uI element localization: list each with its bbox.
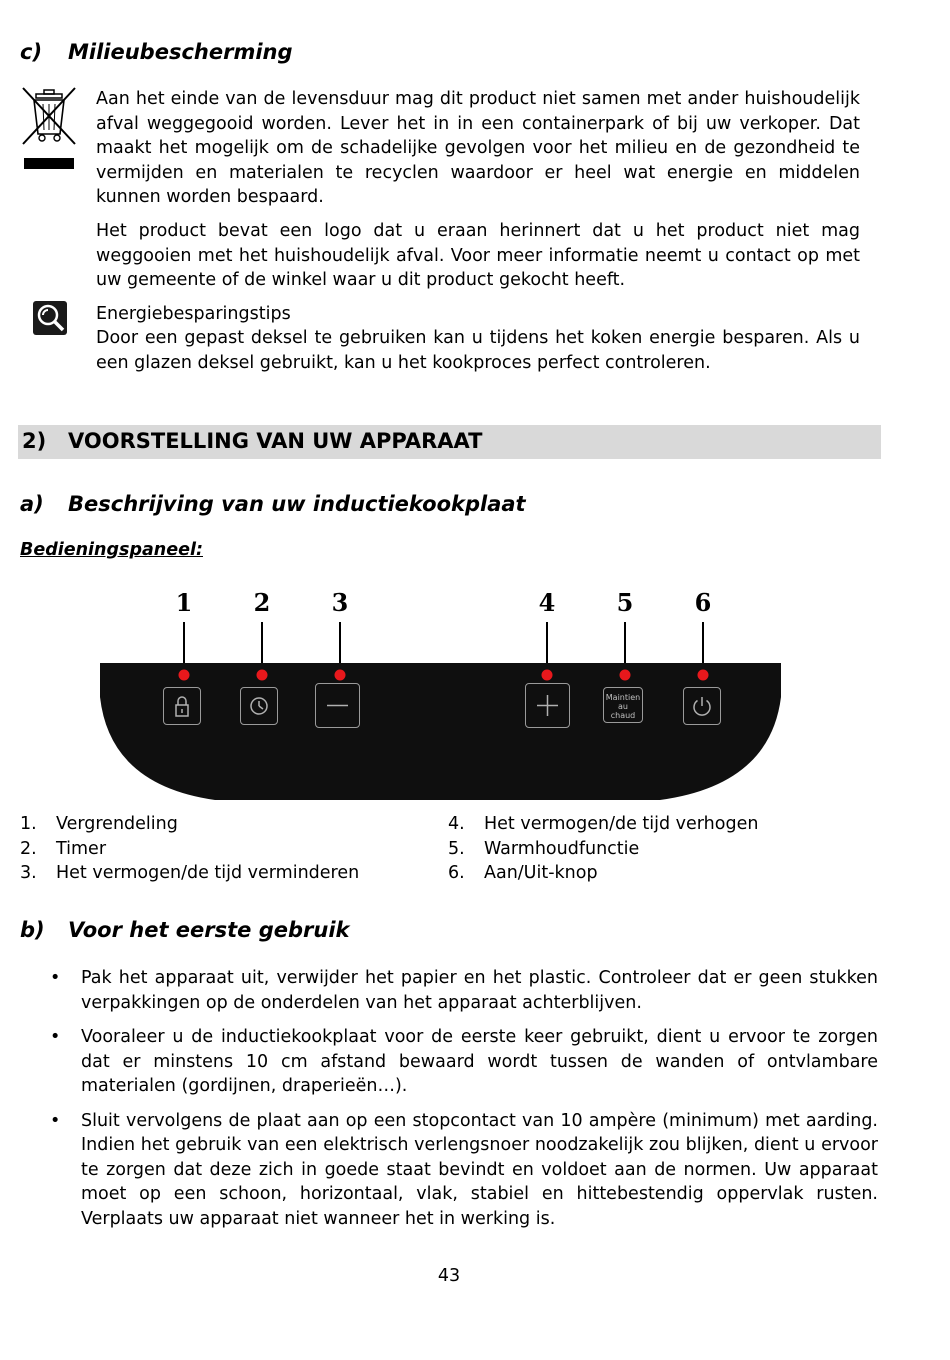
- indicator-dot-3: [335, 670, 346, 681]
- legend-item: [20, 861, 440, 886]
- magnifier-tip-icon: [32, 300, 68, 336]
- callout-number-3: 3: [331, 588, 349, 617]
- recycling-paragraph: Aan het einde van de levensduur mag dit product niet samen met ander huishoudelijk afval weggegooid worden. Lever het in in een containerpark of bij uw verkoper. Dat maakt het mogelijk om de schadelijke gevolgen voor het milieu en de gezondheid te vermijden en materialen te recyclen waardoor er heel wat energie en middelen kunnen worden bespaard.: [96, 89, 860, 207]
- legend-text: Het vermogen/de tijd verhogen: [484, 814, 759, 834]
- callout-number-5: 5: [616, 588, 634, 617]
- callout-number-6: 6: [694, 588, 712, 617]
- legend-number: 4.: [448, 814, 465, 834]
- bullet-icon: •: [50, 1110, 61, 1131]
- legend-text: Timer: [56, 838, 107, 859]
- list-item: [18, 1109, 878, 1232]
- legend-number: 5.: [448, 838, 465, 859]
- callout-number-2: 2: [253, 588, 271, 617]
- bullet-icon: •: [50, 968, 61, 988]
- section-b-title: Voor het eerste gebruik: [68, 918, 350, 942]
- legend-number: 6.: [448, 863, 465, 883]
- legend-number: 1.: [20, 814, 37, 834]
- legend-number: 3.: [20, 863, 37, 883]
- legend-number: 2.: [20, 838, 37, 859]
- legend-right: [448, 812, 888, 886]
- list-item: [18, 966, 878, 1015]
- cooktop-panel-shape: [0, 585, 950, 810]
- indicator-dot-4: [542, 670, 553, 681]
- decrease-button[interactable]: [315, 683, 360, 728]
- section-c-heading: [20, 40, 293, 64]
- legend-text: Aan/Uit-knop: [484, 863, 598, 883]
- indicator-dot-1: [179, 670, 190, 681]
- section-a-letter: a): [20, 492, 44, 516]
- callout-number-4: 4: [538, 588, 556, 617]
- legend-item: [20, 812, 440, 837]
- control-panel-subtitle: Bedieningspaneel:: [20, 540, 203, 560]
- legend-left: [20, 812, 440, 886]
- keep-warm-label-line1: Maintien: [605, 693, 641, 702]
- list-item-text: Pak het apparaat uit, verwijder het papier en het plastic. Controleer dat er geen stukken verpakkingen op de onderdelen van het apparaat achterblijven.: [81, 968, 878, 1013]
- control-panel-figure: [0, 585, 950, 810]
- legend-item: [448, 837, 888, 862]
- section-c-letter: c): [20, 40, 43, 64]
- section-c-title: Milieubescherming: [68, 40, 293, 64]
- lock-icon: [164, 688, 200, 724]
- power-button[interactable]: [683, 687, 721, 725]
- timer-button[interactable]: [240, 687, 278, 725]
- section-a-title: Beschrijving van uw inductiekookplaat: [68, 492, 526, 516]
- energy-tips-title: Energiebesparingstips: [96, 304, 291, 324]
- section-2-number: 2): [22, 429, 47, 453]
- keep-warm-label-line2: au: [618, 702, 628, 711]
- section-a-heading: [20, 492, 526, 516]
- bullet-icon: •: [50, 1027, 61, 1047]
- list-item-text: Vooraleer u de inductiekookplaat voor de eerste keer gebruikt, dient u ervoor te zorgen dat er minstens 10 cm afstand bewaard wordt tussen de wanden of ontvlambare materialen (gordijnen, draperieën…).: [81, 1027, 878, 1096]
- section-2-banner: [18, 425, 881, 459]
- page-number: 43: [437, 1266, 461, 1286]
- keep-warm-label-line3: chaud: [610, 711, 636, 720]
- section-b-heading: [20, 918, 350, 942]
- energy-tips-text: Door een gepast deksel te gebruiken kan u tijdens het koken energie besparen. Als u een glazen deksel gebruikt, kan u het kookproces perfect controleren.: [96, 328, 860, 373]
- indicator-dot-5: [620, 670, 631, 681]
- legend-item: [448, 861, 888, 886]
- minus-icon: [316, 684, 359, 727]
- legend-item: [20, 837, 440, 862]
- legend-item: [448, 812, 888, 837]
- keep-warm-button[interactable]: [603, 687, 643, 723]
- timer-icon: [241, 688, 277, 724]
- section-2-title: VOORSTELLING VAN UW APPARAAT: [68, 429, 483, 453]
- legend-text: Het vermogen/de tijd verminderen: [56, 863, 360, 883]
- section-b-letter: b): [20, 918, 45, 942]
- weee-bin-icon: [20, 86, 78, 172]
- indicator-dot-2: [257, 670, 268, 681]
- logo-paragraph: Het product bevat een logo dat u eraan herinnert dat u het product niet mag weggooien met het huishoudelijk afval. Voor meer informatie neemt u contact op met uw gemeente of de winkel waar u dit product gekocht heeft.: [96, 221, 860, 290]
- lock-button[interactable]: [163, 687, 201, 725]
- callout-number-1: 1: [175, 588, 193, 617]
- power-icon: [684, 688, 720, 724]
- list-item-text: Sluit vervolgens de plaat aan op een stopcontact van 10 ampère (minimum) met aarding. Indien het gebruik van een elektrisch verlengsnoer noodzakelijk zou blijken, dient u ervoor te zorgen dat deze zich in goede staat bevindt en voldoet aan de normen. Uw apparaat moet op een schoon, horizontaal, vlak, stabiel en hittebestendig oppervlak rusten. Verplaats uw apparaat niet wanneer het in werking is.: [81, 1110, 878, 1229]
- list-item: [18, 1025, 878, 1099]
- first-use-list: [18, 966, 878, 1241]
- legend-text: Warmhoudfunctie: [484, 838, 640, 859]
- legend-text: Vergrendeling: [56, 814, 178, 834]
- plus-icon: [526, 684, 569, 727]
- indicator-dot-6: [698, 670, 709, 681]
- increase-button[interactable]: [525, 683, 570, 728]
